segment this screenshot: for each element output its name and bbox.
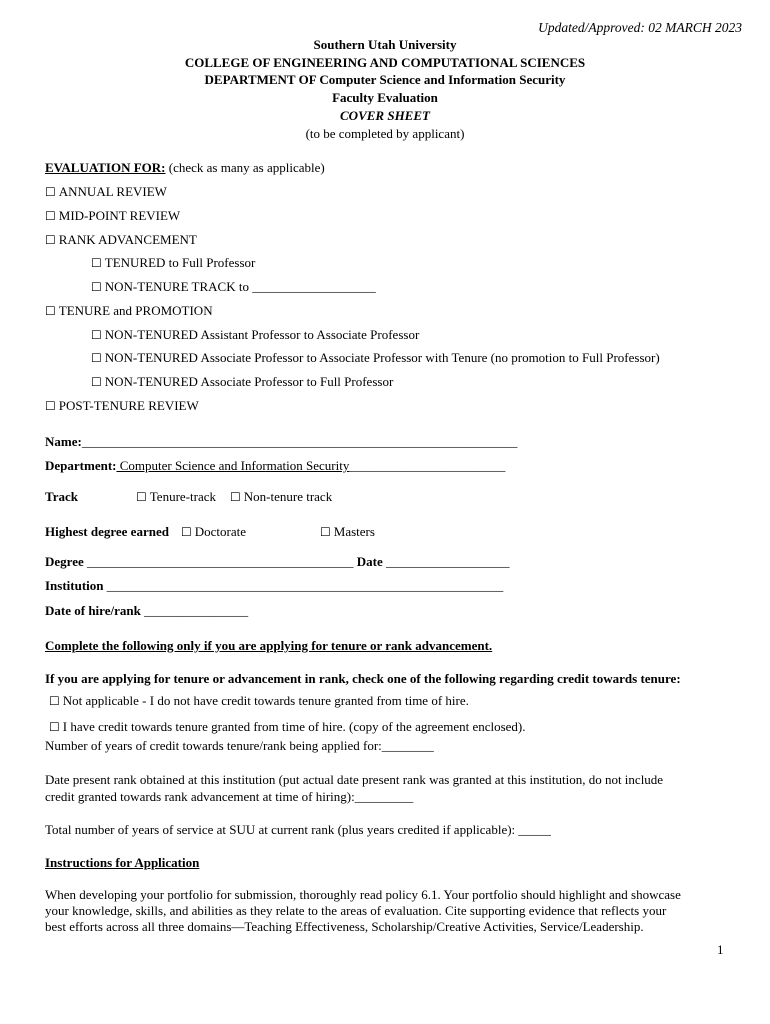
checkbox-icon[interactable]: ☐ (91, 375, 102, 389)
option-label: MID-POINT REVIEW (58, 208, 181, 223)
option-label: NON-TENURED Associate Professor to Full Professor (104, 374, 394, 389)
checkbox-icon[interactable]: ☐ (320, 525, 331, 539)
option-rank-advancement[interactable] (45, 232, 197, 248)
department-field[interactable] (45, 458, 505, 474)
track-nontenure-option[interactable] (230, 489, 332, 505)
degree-field[interactable] (45, 554, 509, 570)
tenure-section-heading: Complete the following only if you are applying for tenure or rank advancement. (45, 638, 493, 653)
option-label: Not applicable - I do not have credit towards tenure granted from time of hire. (62, 693, 469, 708)
instructions-line-1: When developing your portfolio for submission, thoroughly read policy 6.1. Your portfolio should highlight and showcase (45, 887, 681, 902)
form-title: Faculty Evaluation (332, 90, 438, 105)
option-label: TENURED to Full Professor (104, 255, 256, 270)
checkbox-icon[interactable]: ☐ (181, 525, 192, 539)
option-tp-associate-full[interactable] (91, 374, 393, 390)
highest-degree-label: Highest degree earned (45, 524, 169, 539)
institution-label: Institution (45, 578, 104, 593)
name-label: Name: (45, 434, 82, 449)
checkbox-icon[interactable]: ☐ (45, 185, 56, 199)
checkbox-icon[interactable]: ☐ (45, 304, 56, 318)
name-field[interactable] (45, 434, 517, 450)
option-annual-review[interactable] (45, 184, 167, 200)
degree-doctorate-option[interactable] (181, 524, 246, 540)
date-input-line[interactable]: ___________________ (385, 554, 510, 569)
track-tenure-option[interactable] (136, 489, 216, 505)
completion-note: (to be completed by applicant) (305, 126, 465, 141)
option-label: I have credit towards tenure granted from time of hire. (copy of the agreement enclosed). (62, 719, 526, 734)
option-label: NON-TENURED Associate Professor to Associate Professor with Tenure (no promotion to Full Professor) (104, 350, 660, 365)
instructions-heading: Instructions for Application (45, 855, 200, 870)
university-name: Southern Utah University (313, 37, 457, 52)
option-rank-nontenure[interactable] (91, 279, 376, 295)
degree-masters-option[interactable] (320, 524, 375, 540)
credit-granted-option[interactable] (49, 719, 526, 735)
option-label: Tenure-track (149, 489, 216, 504)
years-credit-field[interactable]: Number of years of credit towards tenure/rank being applied for:________ (45, 738, 434, 753)
option-post-tenure-review[interactable] (45, 398, 199, 414)
evaluation-hint: (check as many as applicable) (165, 160, 325, 175)
checkbox-icon[interactable]: ☐ (230, 490, 241, 504)
instructions-line-3: best efforts across all three domains—Teaching Effectiveness, Scholarship/Creative Activities, Service/Leadership. (45, 919, 644, 934)
department-value[interactable]: Computer Science and Information Security (116, 458, 350, 473)
page-number: 1 (717, 942, 724, 957)
name-input-line[interactable]: ___________________________________________________________________ (81, 434, 518, 449)
institution-input-line[interactable]: _____________________________________________________________ (106, 578, 504, 593)
institution-field[interactable] (45, 578, 503, 594)
option-tp-associate-tenure[interactable] (91, 350, 660, 366)
option-label: Non-tenure track (243, 489, 333, 504)
checkbox-icon[interactable]: ☐ (91, 280, 102, 294)
degree-label: Degree (45, 554, 84, 569)
option-tp-assistant-associate[interactable] (91, 327, 419, 343)
checkbox-icon[interactable]: ☐ (49, 720, 60, 734)
option-midpoint-review[interactable] (45, 208, 180, 224)
date-present-rank-field[interactable]: credit granted towards rank advancement at time of hiring):_________ (45, 789, 414, 804)
option-tenure-promotion[interactable] (45, 303, 213, 319)
hire-date-label: Date of hire/rank (45, 603, 141, 618)
checkbox-icon[interactable]: ☐ (91, 256, 102, 270)
checkbox-icon[interactable]: ☐ (136, 490, 147, 504)
instructions-line-2: your knowledge, skills, and abilities as they relate to the areas of evaluation. Cite supporting evidence that reflects your (45, 903, 667, 918)
option-label: RANK ADVANCEMENT (58, 232, 197, 247)
checkbox-icon[interactable]: ☐ (91, 351, 102, 365)
option-label: ANNUAL REVIEW (58, 184, 167, 199)
checkbox-icon[interactable]: ☐ (45, 209, 56, 223)
option-label: NON-TENURE TRACK to ___________________ (104, 279, 376, 294)
total-years-field[interactable]: Total number of years of service at SUU at current rank (plus years credited if applicable): _____ (45, 822, 551, 837)
credit-not-applicable-option[interactable] (49, 693, 469, 709)
option-label: TENURE and PROMOTION (58, 303, 213, 318)
option-rank-tenured[interactable] (91, 255, 255, 271)
department-label: Department: (45, 458, 117, 473)
track-label: Track (45, 489, 78, 504)
option-label: POST-TENURE REVIEW (58, 398, 199, 413)
evaluation-label: EVALUATION FOR: (45, 160, 166, 175)
college-name: COLLEGE OF ENGINEERING AND COMPUTATIONAL SCIENCES (184, 55, 586, 70)
option-label: NON-TENURED Assistant Professor to Associate Professor (104, 327, 420, 342)
cover-sheet-title: COVER SHEET (340, 108, 430, 123)
hire-date-input-line[interactable]: ________________ (144, 603, 249, 618)
checkbox-icon[interactable]: ☐ (45, 233, 56, 247)
checkbox-icon[interactable]: ☐ (45, 399, 56, 413)
evaluation-heading (45, 160, 325, 176)
tenure-credit-question: If you are applying for tenure or advancement in rank, check one of the following regarding credit towards tenure: (45, 671, 681, 686)
checkbox-icon[interactable]: ☐ (49, 694, 60, 708)
updated-date: Updated/Approved: 02 MARCH 2023 (538, 20, 742, 35)
date-label: Date (356, 554, 383, 569)
department-name: DEPARTMENT OF Computer Science and Information Security (204, 72, 566, 87)
checkbox-icon[interactable]: ☐ (91, 328, 102, 342)
department-input-line[interactable]: ________________________ (349, 458, 506, 473)
option-label: Masters (333, 524, 375, 539)
degree-input-line[interactable]: _________________________________________ (86, 554, 354, 569)
date-present-rank-line1: Date present rank obtained at this institution (put actual date present rank was granted at this institution, do not include (45, 772, 664, 787)
hire-date-field[interactable] (45, 603, 248, 619)
option-label: Doctorate (194, 524, 247, 539)
